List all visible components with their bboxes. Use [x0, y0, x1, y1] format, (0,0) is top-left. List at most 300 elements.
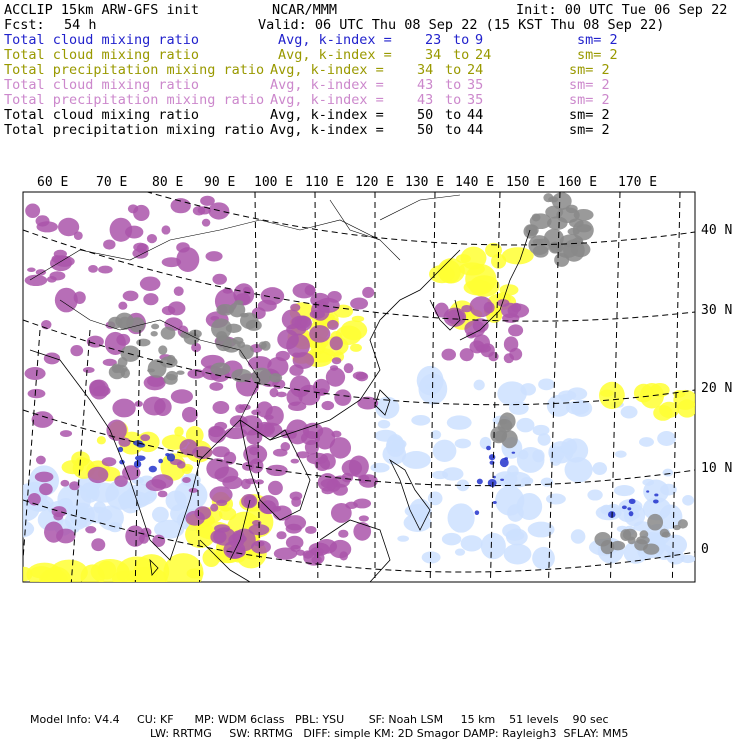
longitude-label: 160 E	[558, 175, 598, 190]
field-blob	[530, 213, 552, 229]
field-blob	[88, 265, 98, 273]
field-blob	[654, 494, 658, 497]
field-blob	[488, 352, 498, 361]
field-blob	[353, 499, 371, 509]
field-blob	[147, 369, 155, 373]
field-blob	[495, 486, 524, 516]
field-blob	[474, 380, 485, 391]
field-blob	[185, 511, 204, 526]
field-blob	[332, 357, 342, 364]
longitude-label: 170 E	[618, 175, 658, 190]
longitude-label: 70 E	[96, 175, 128, 190]
field-blob	[455, 549, 465, 556]
field-k-start: 50	[417, 122, 434, 138]
field-blob	[298, 385, 320, 406]
field-blob	[461, 305, 472, 312]
field-blob	[316, 539, 337, 554]
field-blob	[353, 372, 367, 380]
field-blob	[677, 399, 697, 417]
field-blob	[475, 510, 480, 515]
field-blob	[352, 316, 364, 322]
field-blob	[543, 193, 553, 202]
field-blob	[28, 389, 46, 398]
model-info-line1: Model Info: V4.4 CU: KF MP: WDM 6class PBL: YSU SF: Noah LSM 15 km 51 levels 90 sec	[30, 713, 609, 726]
longitude-label: 130 E	[405, 175, 445, 190]
org-label: NCAR/MMM	[272, 2, 338, 18]
field-blob	[344, 363, 354, 373]
field-blob	[614, 485, 635, 496]
field-blob	[538, 378, 554, 390]
field-blob	[533, 425, 550, 436]
field-blob	[234, 300, 243, 305]
field-blob	[98, 266, 113, 274]
field-blob	[442, 349, 456, 361]
field-blob	[309, 325, 330, 343]
field-blob	[370, 463, 389, 473]
field-blob	[500, 458, 509, 467]
field-blob	[152, 535, 165, 547]
field-k-end: 35	[467, 77, 484, 93]
field-blob	[276, 392, 287, 398]
field-blob	[286, 524, 302, 534]
field-blob	[634, 384, 653, 403]
field-blob	[501, 303, 519, 318]
field-blob	[411, 415, 430, 426]
field-blob	[114, 475, 128, 487]
field-avg-label: Avg, k-index =	[270, 62, 384, 78]
latitude-label: 10 N	[701, 461, 733, 476]
field-blob	[350, 344, 362, 352]
field-k-end: 44	[467, 107, 484, 123]
field-blob	[44, 522, 63, 543]
field-blob	[512, 452, 516, 454]
fcst-label: Fcst:	[4, 17, 45, 33]
field-blob	[83, 367, 95, 373]
field-blob	[14, 567, 32, 582]
field-k-start: 43	[417, 77, 434, 93]
field-blob	[118, 357, 128, 367]
field-blob	[629, 499, 636, 504]
field-blob	[428, 491, 443, 505]
field-blob	[149, 466, 157, 473]
field-blob	[176, 247, 199, 272]
field-to: to	[445, 77, 462, 93]
field-blob	[251, 540, 271, 553]
field-blob	[241, 494, 257, 508]
field-blob	[171, 198, 191, 213]
field-blob	[226, 324, 242, 333]
field-smoothing: sm= 2	[569, 107, 610, 123]
model-info-line2: LW: RRTMG SW: RRTMG DIFF: simple KM: 2D Smagor DAMP: Rayleigh3 SFLAY: MM5	[150, 727, 629, 740]
field-blob	[143, 293, 158, 305]
field-blob	[338, 530, 348, 538]
field-blob	[264, 424, 273, 434]
field-blob	[460, 348, 474, 361]
field-blob	[448, 503, 475, 532]
field-k-start: 34	[417, 62, 434, 78]
field-blob	[39, 483, 53, 495]
field-blob	[447, 415, 472, 429]
field-blob	[678, 519, 688, 528]
init-time: Init: 00 UTC Tue 06 Sep 22	[516, 2, 728, 18]
field-blob	[158, 491, 168, 498]
longitude-label: 140 E	[455, 175, 495, 190]
field-blob	[293, 352, 315, 369]
latitude-labels	[701, 223, 732, 557]
field-blob	[189, 488, 198, 493]
field-avg-label: Avg, k-index =	[270, 122, 384, 138]
field-smoothing: sm= 2	[569, 92, 610, 108]
field-blob	[158, 459, 163, 464]
field-k-start: 23	[425, 32, 442, 48]
field-blob	[216, 500, 227, 506]
field-blob	[547, 395, 571, 417]
field-blob	[599, 382, 625, 409]
field-name: Total cloud mixing ratio	[4, 107, 200, 123]
field-blob	[171, 389, 193, 403]
field-blob	[222, 476, 242, 489]
field-blob	[465, 264, 496, 294]
field-blob	[118, 302, 127, 310]
field-blob	[140, 276, 161, 291]
field-blob	[509, 348, 522, 361]
field-blob	[25, 203, 40, 218]
field-blob	[643, 544, 659, 555]
field-blob	[216, 331, 227, 341]
field-blob	[136, 339, 150, 347]
field-blob	[246, 429, 262, 445]
field-blob	[176, 371, 184, 375]
field-blob	[516, 418, 534, 433]
field-blob	[231, 369, 252, 382]
field-blob	[680, 555, 695, 563]
field-blob	[61, 480, 70, 487]
field-blob	[36, 269, 46, 275]
field-blob	[133, 243, 147, 252]
field-blob	[662, 469, 673, 477]
field-blob	[508, 324, 523, 336]
field-blob	[533, 245, 549, 257]
field-blob	[433, 440, 457, 462]
field-blob	[187, 568, 204, 578]
field-blob	[88, 467, 109, 483]
field-blob	[409, 499, 431, 522]
field-blob	[623, 529, 637, 541]
field-blob	[446, 309, 464, 324]
field-k-end: 24	[475, 47, 492, 63]
field-blob	[151, 331, 158, 337]
field-to: to	[445, 122, 462, 138]
field-blob	[243, 287, 251, 295]
field-blob	[167, 453, 175, 461]
field-blob	[621, 406, 638, 419]
field-blob	[241, 479, 251, 489]
field-blob	[422, 551, 441, 563]
field-blob	[154, 398, 172, 416]
field-blob	[477, 479, 483, 485]
field-to: to	[453, 32, 470, 48]
field-to: to	[445, 107, 462, 123]
field-blob	[182, 407, 198, 422]
field-to: to	[453, 47, 470, 63]
field-blob	[397, 535, 409, 541]
field-k-start: 34	[425, 47, 442, 63]
field-blob	[293, 283, 316, 298]
field-blob	[653, 499, 659, 503]
field-blob	[350, 298, 368, 310]
field-blob	[276, 531, 286, 539]
field-blob	[342, 473, 354, 483]
field-blob	[334, 389, 351, 405]
field-blob	[611, 541, 625, 551]
field-blob	[286, 536, 304, 550]
field-k-start: 50	[417, 107, 434, 123]
field-blob	[657, 431, 676, 446]
longitude-label: 80 E	[152, 175, 184, 190]
field-blob	[499, 419, 507, 425]
field-blob	[572, 238, 583, 246]
field-blob	[44, 353, 60, 365]
field-blob	[571, 529, 586, 544]
field-blob	[80, 482, 99, 503]
field-blob	[147, 234, 157, 243]
field-name: Total cloud mixing ratio	[4, 47, 200, 63]
latitude-label: 20 N	[701, 381, 733, 396]
field-blob	[587, 490, 602, 501]
field-blob	[41, 567, 72, 596]
field-smoothing: sm= 2	[577, 32, 618, 48]
field-blob	[206, 251, 223, 261]
longitude-label: 90 E	[204, 175, 236, 190]
field-smoothing: sm= 2	[577, 47, 618, 63]
field-blob	[615, 451, 627, 458]
field-k-end: 24	[467, 62, 484, 78]
field-blob	[102, 457, 117, 466]
field-blob	[214, 524, 230, 532]
field-k-end: 44	[467, 122, 484, 138]
field-blob	[50, 255, 72, 271]
field-blob	[330, 336, 343, 350]
field-blob	[647, 514, 663, 531]
field-blob	[461, 535, 483, 551]
field-blob	[378, 420, 390, 429]
field-blob	[228, 534, 244, 548]
field-blob	[123, 291, 139, 302]
field-blob	[500, 479, 504, 481]
longitude-labels	[37, 175, 657, 190]
field-blob	[246, 320, 262, 331]
field-blob	[484, 302, 495, 314]
field-blob	[182, 477, 191, 483]
field-blob	[121, 368, 130, 378]
field-blob	[91, 538, 105, 551]
field-blob	[311, 556, 321, 565]
field-name: Total cloud mixing ratio	[4, 32, 200, 48]
field-smoothing: sm= 2	[569, 77, 610, 93]
field-blob	[296, 451, 309, 458]
field-blob	[622, 505, 627, 509]
longitude-label: 150 E	[506, 175, 546, 190]
field-blob	[261, 341, 271, 351]
field-blob	[455, 439, 471, 449]
field-blob	[646, 490, 649, 492]
field-blob	[115, 313, 133, 329]
field-blob	[110, 218, 133, 242]
field-blob	[438, 258, 465, 283]
field-blob	[546, 493, 566, 504]
field-blob	[37, 221, 58, 232]
field-blob	[327, 320, 339, 330]
field-blob	[252, 520, 261, 526]
field-blob	[35, 472, 54, 483]
field-blob	[53, 512, 63, 520]
field-blob	[163, 374, 177, 385]
field-blob	[255, 479, 264, 484]
field-blob	[682, 495, 694, 506]
field-blob	[139, 534, 149, 544]
field-blob	[268, 481, 283, 495]
longitude-label: 100 E	[254, 175, 294, 190]
latitude-label: 40 N	[701, 223, 733, 238]
field-blob	[265, 406, 284, 426]
field-blob	[442, 533, 461, 545]
field-blob	[216, 304, 234, 316]
field-blob	[7, 520, 34, 537]
field-blob	[640, 530, 649, 538]
field-blob	[493, 501, 497, 504]
field-blob	[161, 327, 176, 340]
field-blob	[662, 532, 671, 538]
field-k-end: 9	[475, 32, 484, 48]
field-blob	[161, 225, 170, 234]
field-blob	[158, 345, 167, 354]
field-blob	[303, 550, 314, 558]
field-blob	[258, 495, 279, 514]
field-blob	[353, 522, 371, 541]
latitude-label: 0	[701, 542, 709, 557]
field-blob	[517, 447, 545, 473]
field-blob	[592, 462, 607, 475]
field-avg-label: Avg, k-index =	[270, 107, 384, 123]
field-blob	[76, 457, 87, 463]
field-avg-label: Avg, k-index =	[278, 32, 392, 48]
field-blob	[629, 511, 634, 516]
field-blob	[554, 253, 569, 267]
field-blob	[69, 481, 80, 490]
longitude-label: 110 E	[305, 175, 345, 190]
field-blob	[502, 247, 534, 264]
longitude-label: 120 E	[355, 175, 395, 190]
field-blob	[213, 401, 230, 414]
field-blob	[316, 298, 339, 313]
field-blob	[60, 430, 72, 437]
field-blob	[193, 206, 205, 215]
field-blob	[506, 530, 525, 540]
field-blob	[214, 422, 227, 430]
field-blob	[341, 320, 367, 340]
field-blob	[146, 479, 166, 491]
field-blob	[532, 547, 555, 570]
longitude-label: 60 E	[37, 175, 69, 190]
latitude-label: 30 N	[701, 303, 733, 318]
field-blob	[50, 271, 66, 280]
field-k-end: 35	[467, 92, 484, 108]
field-blob	[359, 515, 369, 521]
field-blob	[140, 434, 150, 441]
field-blob	[174, 286, 184, 296]
field-blob	[561, 438, 577, 455]
field-blob	[504, 544, 532, 565]
field-blob	[552, 192, 572, 210]
field-blob	[486, 446, 491, 450]
field-blob	[151, 324, 159, 330]
field-blob	[112, 399, 135, 418]
field-blob	[627, 507, 631, 510]
field-name: Total cloud mixing ratio	[4, 77, 200, 93]
field-name: Total precipitation mixing ratio	[4, 62, 265, 78]
field-blob	[85, 526, 96, 533]
field-blob	[282, 309, 302, 329]
field-blob	[473, 334, 490, 351]
field-blob	[362, 287, 374, 298]
field-blob	[434, 303, 448, 318]
field-name: Total precipitation mixing ratio	[4, 122, 265, 138]
field-blob	[639, 437, 654, 447]
field-blob	[442, 467, 463, 480]
field-blob	[305, 526, 316, 534]
field-blob	[276, 351, 290, 361]
field-smoothing: sm= 2	[569, 62, 610, 78]
field-blob	[237, 341, 245, 348]
field-blob	[375, 430, 397, 442]
field-blob	[489, 454, 495, 460]
field-blob	[202, 219, 210, 227]
field-blob	[70, 345, 83, 356]
valid-time: Valid: 06 UTC Thu 08 Sep 22 (15 KST Thu 08 Sep 22)	[258, 17, 665, 33]
field-blob	[209, 382, 223, 391]
model-title: ACCLIP 15km ARW-GFS init	[4, 2, 200, 18]
field-blob	[330, 365, 338, 371]
field-to: to	[445, 62, 462, 78]
field-name: Total precipitation mixing ratio	[4, 92, 265, 108]
field-blob	[27, 268, 36, 272]
field-blob	[135, 455, 146, 461]
field-blob	[36, 456, 46, 465]
field-blob	[212, 274, 227, 285]
field-blob	[58, 218, 79, 237]
field-avg-label: Avg, k-index =	[270, 92, 384, 108]
field-blob	[481, 533, 506, 559]
field-blob	[25, 367, 46, 380]
fcst-value: 54 h	[64, 17, 97, 33]
field-blob	[168, 301, 186, 315]
field-blob	[210, 504, 218, 512]
field-blob	[210, 363, 230, 376]
field-blob	[74, 291, 86, 304]
field-blob	[568, 228, 580, 235]
field-blob	[90, 380, 109, 400]
field-blob	[281, 442, 291, 451]
field-blob	[509, 401, 529, 414]
field-blob	[291, 459, 299, 464]
field-k-start: 43	[417, 92, 434, 108]
field-blob	[133, 205, 149, 221]
field-blob	[103, 239, 115, 249]
field-to: to	[445, 92, 462, 108]
field-smoothing: sm= 2	[569, 122, 610, 138]
field-blob	[290, 492, 303, 501]
field-blob	[417, 366, 444, 395]
